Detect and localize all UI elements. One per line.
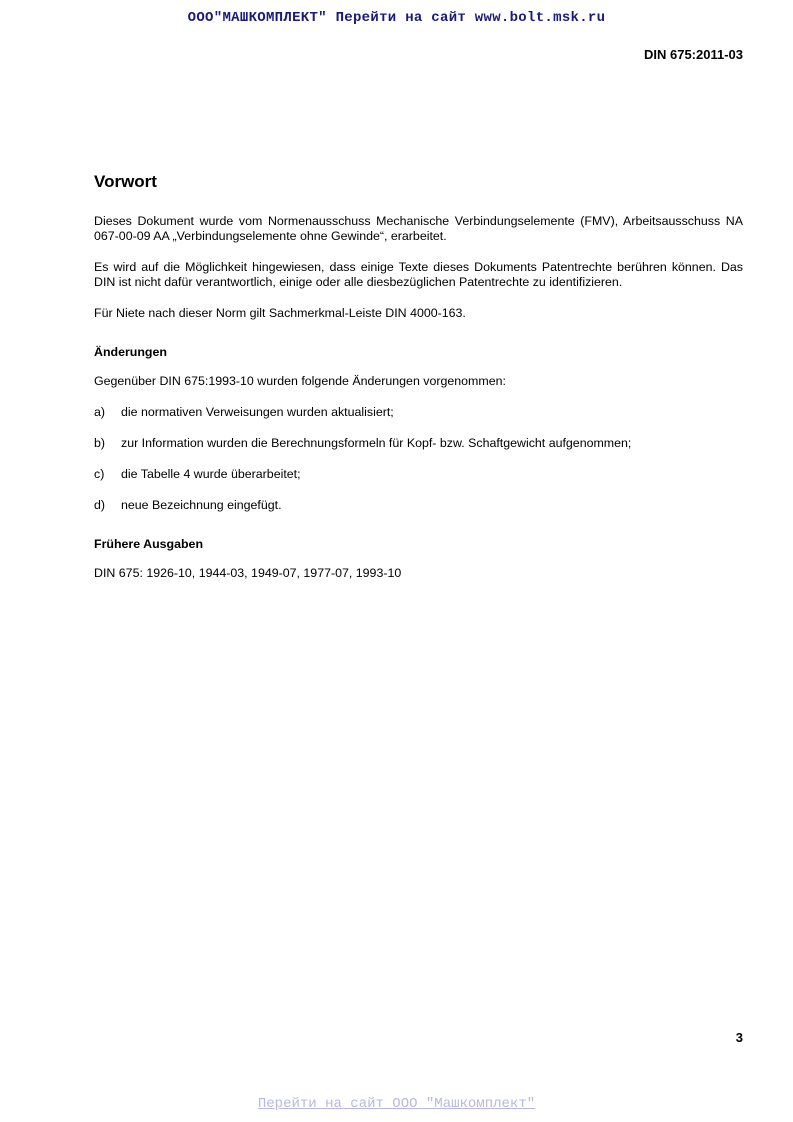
document-id: DIN 675:2011-03	[643, 47, 743, 62]
changes-heading: Änderungen	[94, 345, 167, 359]
paragraph-rivets-note: Für Niete nach dieser Norm gilt Sachmerkmal-Leiste DIN 4000-163.	[94, 306, 466, 320]
list-marker: c)	[94, 467, 105, 481]
footer-site-link[interactable]: Перейти на сайт ООО "Машкомплект"	[257, 1096, 536, 1112]
site-banner-link[interactable]: ООО"МАШКОМПЛЕКТ" Перейти на сайт www.bolt.msk.ru	[187, 10, 606, 26]
document-body	[94, 172, 743, 597]
list-item	[94, 467, 743, 482]
changes-intro: Gegenüber DIN 675:1993-10 wurden folgende Änderungen vorgenommen:	[94, 374, 506, 388]
list-item	[94, 405, 743, 420]
list-marker: d)	[94, 498, 106, 512]
list-item	[94, 498, 743, 513]
list-marker: b)	[94, 436, 106, 450]
list-item-text: zur Information wurden die Berechnungsformeln für Kopf- bzw. Schaftgewicht aufgenommen;	[121, 436, 632, 450]
list-item-text: die normativen Verweisungen wurden aktualisiert;	[121, 405, 394, 419]
list-marker: a)	[94, 405, 106, 419]
paragraph-patent-notice: Es wird auf die Möglichkeit hingewiesen, dass einige Texte dieses Dokuments Patentrechte berühren können. Das DIN ist nicht dafür verantwortlich, einige oder alle diesbezüglichen Patentrechte zu identifizieren.	[94, 260, 743, 289]
paragraph-committee: Dieses Dokument wurde vom Normenausschuss Mechanische Verbindungselemente (FMV), Arbeitsausschuss NA 067-00-09 AA „Verbindungselemente ohne Gewinde“, erarbeitet.	[94, 214, 743, 243]
list-item-text: die Tabelle 4 wurde überarbeitet;	[121, 467, 301, 481]
page-number: 3	[735, 1030, 743, 1045]
page-title: Vorwort	[94, 172, 157, 191]
list-item-text: neue Bezeichnung eingefügt.	[121, 498, 282, 512]
previous-editions-text: DIN 675: 1926-10, 1944-03, 1949-07, 1977-07, 1993-10	[94, 566, 402, 580]
previous-editions-heading: Frühere Ausgaben	[94, 537, 204, 551]
list-item	[94, 436, 743, 451]
